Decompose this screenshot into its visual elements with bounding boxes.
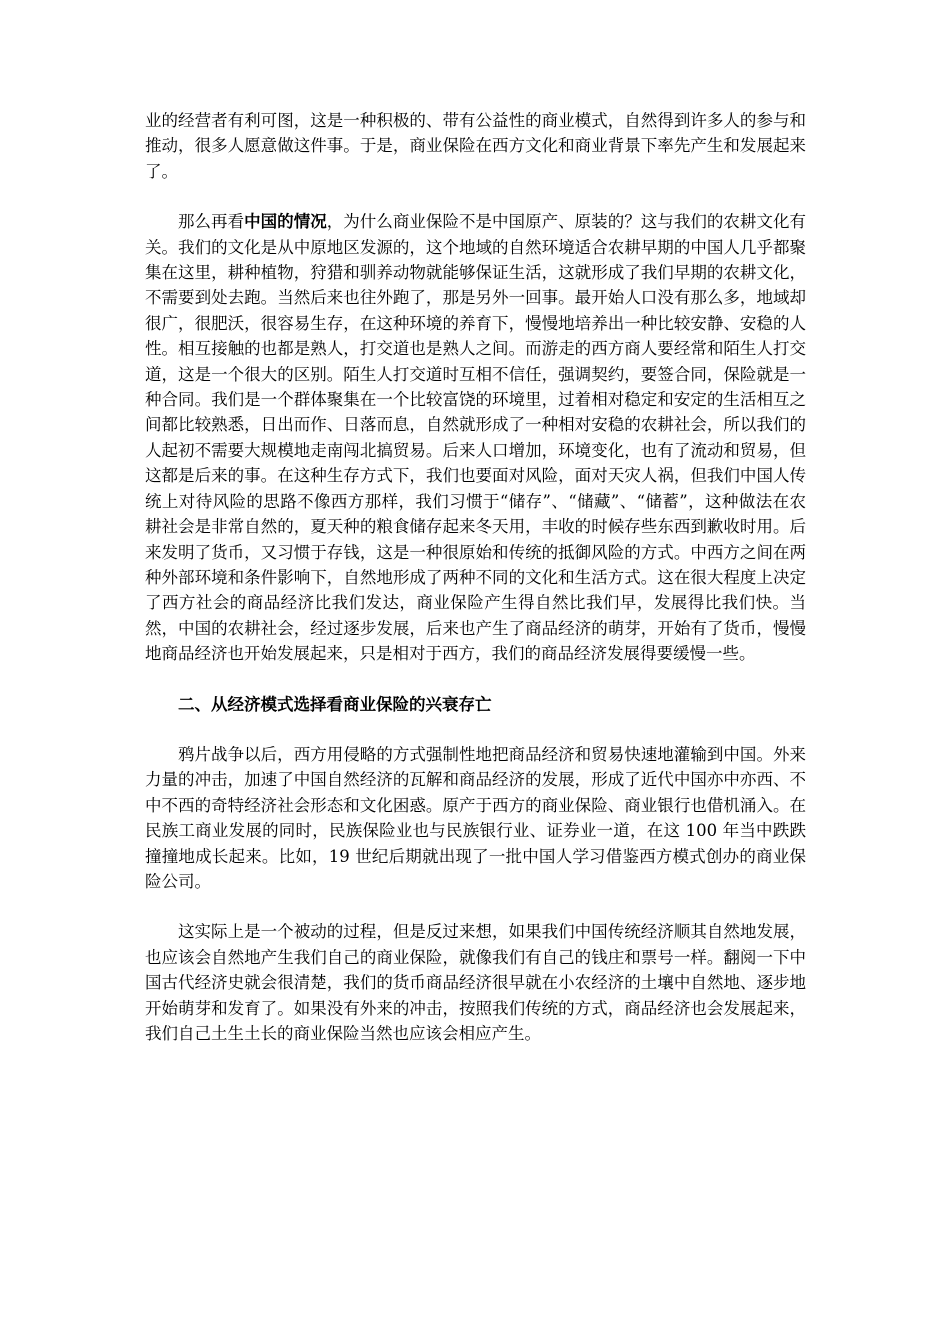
paragraph-passive-process: 这实际上是一个被动的过程，但是反过来想，如果我们中国传统经济顺其自然地发展，也应该会自然地产生我们自己的商业保险，就像我们有自己的钱庄和票号一样。翻阅一下中国古代经济史就会很清楚，我们的货币商品经济很早就在小农经济的土壤中自然地、逐步地开始萌芽和发育了。如果没有外来的冲击，按照我们传统的方式，商品经济也会发展起来，我们自己土生土长的商业保险当然也应该会相应产生。 [145, 922, 806, 1043]
paragraph-body-text: ，为什么商业保险不是中国原产、原装的？这与我们的农耕文化有关。我们的文化是从中原地区发源的，这个地域的自然环境适合农耕早期的中国人几乎都聚集在这里，耕种植物，狩猎和驯养动物就能够保证生活，这就形成了我们早期的农耕文化，不需要到处去跑。当然后来也往外跑了，那是另外一回事。最开始人口没有那么多，地域却很广，很肥沃，很容易生存，在这种环境的养育下，慢慢地培养出一种比较安静、安稳的人性。相互接触的也都是熟人，打交道也是熟人之间。而游走的西方商人要经常和陌生人打交道，这是一个很大的区别。陌生人打交道时互相不信任，强调契约，要签合同，保险就是一种合同。我们是一个群体聚集在一个比较富饶的环境里，过着相对稳定和安定的生活相互之间都比较熟悉，日出而作、日落而息，自然就形成了一种相对安稳的农耕社会，所以我们的人起初不需要大规模地走南闯北搞贸易。后来人口增加，环境变化，也有了流动和贸易，但这都是后来的事。在这种生存方式下，我们也要面对风险，面对天灾人祸，但我们中国人传统上对待风险的思路不像西方那样，我们习惯于“储存”、“储藏”、“储蓄”，这种做法在农耕社会是非常自然的，夏天种的粮食储存起来冬天用，丰收的时候存些东西到歉收时用。后来发明了货币，又习惯于存钱，这是一种很原始和传统的抵御风险的方式。中西方之间在两种外部环境和条件影响下，自然地形成了两种不同的文化和生活方式。这在很大程度上决定了西方社会的商品经济比我们发达，商业保险产生得自然比我们早，发展得比我们快。当然，中国的农耕社会，经过逐步发展，后来也产生了商品经济的萌芽，开始有了货币，慢慢地商品经济也开始发展起来，只是相对于西方，我们的商品经济发展得要缓慢一些。 [145, 212, 807, 664]
paragraph-continuation: 业的经营者有利可图，这是一种积极的、带有公益性的商业模式，自然得到许多人的参与和推动，很多人愿意做这件事。于是，商业保险在西方文化和商业背景下率先产生和发展起来了。 [145, 111, 806, 181]
section-heading: 二、从经济模式选择看商业保险的兴衰存亡 [178, 694, 492, 714]
paragraph-opium-war: 鸦片战争以后，西方用侵略的方式强制性地把商品经济和贸易快速地灌输到中国。外来力量的冲击，加速了中国自然经济的瓦解和商品经济的发展，形成了近代中国亦中亦西、不中不西的奇特经济社会形态和文化困惑。原产于西方的商业保险、商业银行也借机涌入。在民族工商业发展的同时，民族保险业也与民族银行业、证券业一道，在这 100 年当中跌跌撞撞地成长起来。比如，19 世纪后期就出现了一批中国人学习借鉴西方模式创办的商业保险公司。 [145, 744, 806, 891]
paragraph-china-situation [145, 209, 806, 666]
bold-phrase: 中国的情况 [244, 212, 327, 232]
paragraph-lead-text: 那么再看 [178, 212, 245, 232]
document-page [145, 108, 806, 1046]
